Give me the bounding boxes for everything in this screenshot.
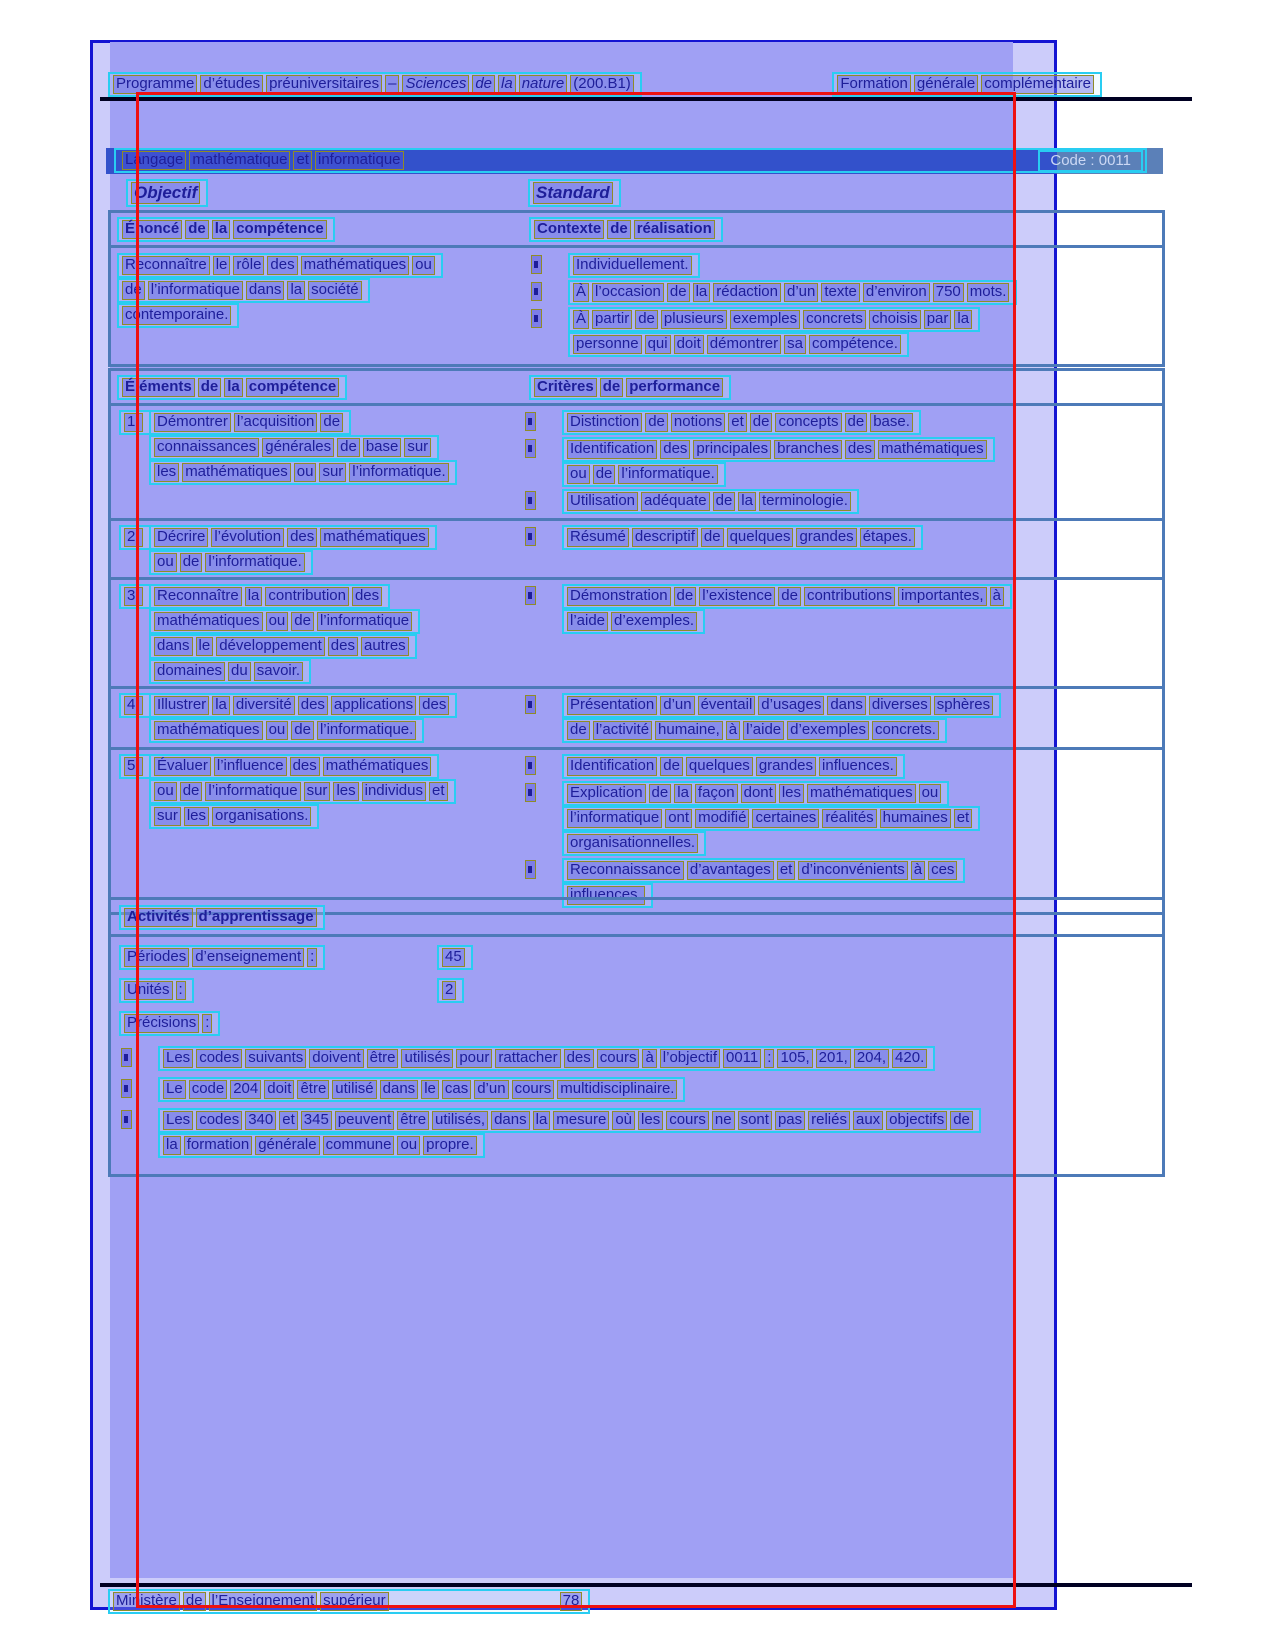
- word-box: utilisés: [401, 1049, 453, 1068]
- word-box: plusieurs: [661, 310, 727, 329]
- word-box: des: [419, 696, 449, 715]
- word-box: réalisation: [634, 220, 715, 239]
- word-box: partir: [592, 310, 632, 329]
- word-box: de: [778, 587, 801, 606]
- word-box: Objectif: [131, 182, 200, 204]
- word-box: l’informatique.: [317, 721, 416, 740]
- word-box: principales: [693, 440, 771, 459]
- word-box: Ministère: [113, 1592, 180, 1611]
- word-box: l’informatique.: [618, 465, 717, 484]
- word-box: commune: [323, 1136, 395, 1155]
- word-box: rattacher: [495, 1049, 560, 1068]
- bullet-icon: [121, 1048, 132, 1067]
- word-box: de: [645, 413, 668, 432]
- word-box: des: [660, 440, 690, 459]
- word-box: diverses: [869, 696, 931, 715]
- word-box: influences.: [567, 886, 645, 905]
- word-box: Formation: [837, 75, 911, 94]
- word-box: de: [567, 721, 590, 740]
- word-box: et: [429, 782, 448, 801]
- word-box: l’Enseignement: [209, 1592, 318, 1611]
- word-box: 750: [933, 283, 964, 302]
- word-box: sur: [319, 463, 346, 482]
- word-box: ou: [412, 256, 435, 275]
- word-box: complémentaire: [981, 75, 1094, 94]
- word-box: être: [297, 1080, 329, 1099]
- word-box: d’exemples.: [611, 612, 697, 631]
- word-box: générale: [914, 75, 978, 94]
- word-box: de: [950, 1111, 973, 1130]
- word-box: ou: [567, 465, 590, 484]
- word-box: informatique: [315, 151, 404, 170]
- word-box: influences.: [819, 757, 897, 776]
- word-box: la: [498, 75, 516, 94]
- word-box: sur: [304, 782, 331, 801]
- word-box: et: [728, 413, 747, 432]
- word-box: domaines: [154, 662, 225, 681]
- word-box: d’usages: [758, 696, 824, 715]
- word-box: préuniversitaires: [266, 75, 382, 94]
- word-box: la: [693, 283, 711, 302]
- word-box: et: [954, 809, 973, 828]
- word-box: générales: [262, 438, 334, 457]
- word-box: doivent: [309, 1049, 363, 1068]
- word-box: Énoncé: [122, 220, 182, 239]
- word-box: nature: [519, 75, 568, 94]
- word-box: Individuellement.: [573, 256, 692, 275]
- word-box: aux: [853, 1111, 883, 1130]
- word-box: l’informatique: [317, 612, 412, 631]
- word-box: certaines: [752, 809, 819, 828]
- word-box: contributions: [804, 587, 895, 606]
- word-box: ou: [154, 553, 177, 572]
- word-box: grandes: [756, 757, 816, 776]
- word-box: base.: [870, 413, 913, 432]
- word-box: des: [352, 587, 382, 606]
- word-box: mathématiques: [323, 757, 432, 776]
- word-box: qui: [645, 335, 671, 354]
- word-box: la: [212, 696, 230, 715]
- word-box: 105,: [777, 1049, 812, 1068]
- word-box: des: [267, 256, 297, 275]
- word-box: à: [642, 1049, 656, 1068]
- word-box: des: [287, 528, 317, 547]
- word-box: l’acquisition: [234, 413, 318, 432]
- word-box: objectifs: [886, 1111, 947, 1130]
- word-box: et: [293, 151, 312, 170]
- word-box: Illustrer: [154, 696, 209, 715]
- word-box: mathématiques: [807, 784, 916, 803]
- word-box: générale: [255, 1136, 319, 1155]
- word-box: d’inconvénients: [798, 861, 907, 880]
- word-box: mathématiques: [182, 463, 291, 482]
- word-box: des: [845, 440, 875, 459]
- word-box: 204: [230, 1080, 261, 1099]
- word-box: dans: [491, 1111, 530, 1130]
- word-box: cours: [597, 1049, 640, 1068]
- word-box: sur: [404, 438, 431, 457]
- word-box: l’activité: [593, 721, 652, 740]
- word-box: Décrire: [154, 528, 208, 547]
- word-box: mesure: [553, 1111, 609, 1130]
- word-box: mathématiques: [320, 528, 429, 547]
- word-box: les: [184, 807, 209, 826]
- word-box: ou: [919, 784, 942, 803]
- word-box: de: [750, 413, 773, 432]
- word-box: Unités: [124, 981, 173, 1000]
- word-box: individus: [362, 782, 426, 801]
- word-box: l’informatique: [148, 281, 243, 300]
- word-box: Identification: [567, 757, 657, 776]
- word-box: l’occasion: [592, 283, 664, 302]
- word-box: Évaluer: [154, 757, 211, 776]
- word-box: adéquate: [641, 492, 710, 511]
- word-box: doit: [264, 1080, 294, 1099]
- word-box: 2: [442, 981, 456, 1000]
- word-box: cas: [442, 1080, 471, 1099]
- word-box: façon: [695, 784, 738, 803]
- word-box: de: [701, 528, 724, 547]
- word-box: concrets: [803, 310, 866, 329]
- word-box: Précisions: [124, 1014, 199, 1033]
- word-box: les: [154, 463, 179, 482]
- word-box: des: [564, 1049, 594, 1068]
- word-box: mathématique: [189, 151, 290, 170]
- word-box: développement: [216, 637, 325, 656]
- word-box: les: [638, 1111, 663, 1130]
- word-box: À: [573, 283, 589, 302]
- word-box: (200.B1): [570, 75, 634, 94]
- word-box: supérieur: [320, 1592, 389, 1611]
- word-box: mots.: [967, 283, 1010, 302]
- word-box: À: [573, 310, 589, 329]
- word-box: concepts: [775, 413, 841, 432]
- word-box: codes: [196, 1049, 242, 1068]
- word-box: codes: [196, 1111, 242, 1130]
- word-box: à: [726, 721, 740, 740]
- word-box: des: [290, 757, 320, 776]
- word-box: :: [202, 1014, 212, 1033]
- word-box: du: [228, 662, 251, 681]
- word-box: autres: [361, 637, 409, 656]
- word-box: Contexte: [534, 220, 604, 239]
- word-box: d’exemples: [787, 721, 869, 740]
- word-box: Critères: [534, 378, 597, 397]
- word-box: mathématiques: [154, 721, 263, 740]
- word-box: d’avantages: [687, 861, 774, 880]
- word-box: sont: [738, 1111, 772, 1130]
- word-box: mathématiques: [154, 612, 263, 631]
- word-box: concrets.: [872, 721, 939, 740]
- word-box: ou: [154, 782, 177, 801]
- word-box: dont: [741, 784, 776, 803]
- word-box: Distinction: [567, 413, 642, 432]
- word-box: éventail: [698, 696, 756, 715]
- word-box: le: [196, 637, 214, 656]
- word-box: à: [990, 587, 1004, 606]
- word-box: humaine,: [655, 721, 723, 740]
- word-box: de: [122, 281, 145, 300]
- word-box: de: [185, 220, 209, 239]
- word-box: de: [183, 1592, 206, 1611]
- word-box: compétence: [246, 378, 340, 397]
- word-box: de: [320, 413, 343, 432]
- word-box: 5.: [124, 757, 143, 776]
- word-box: ou: [397, 1136, 420, 1155]
- word-box: de: [667, 283, 690, 302]
- word-box: la: [224, 378, 243, 397]
- word-box: l’influence: [214, 757, 287, 776]
- word-box: la: [533, 1111, 551, 1130]
- word-box: de: [291, 721, 314, 740]
- word-box: compétence.: [809, 335, 901, 354]
- word-box: choisis: [869, 310, 921, 329]
- word-box: Démontrer: [154, 413, 231, 432]
- word-box: Le: [163, 1080, 186, 1099]
- word-box: être: [397, 1111, 429, 1130]
- word-box: rôle: [233, 256, 264, 275]
- word-box: mathématiques: [878, 440, 987, 459]
- word-box: diversité: [233, 696, 295, 715]
- red-annotation-box: [136, 92, 1016, 1608]
- word-box: performance: [626, 378, 723, 397]
- word-box: sa: [784, 335, 806, 354]
- word-box: importantes,: [898, 587, 987, 606]
- word-box: ou: [266, 721, 289, 740]
- word-box: Sciences: [402, 75, 469, 94]
- word-box: :: [307, 948, 317, 967]
- word-box: –: [385, 75, 399, 94]
- word-box: ou: [266, 612, 289, 631]
- word-box: mathématiques: [301, 256, 410, 275]
- word-box: dans: [246, 281, 285, 300]
- word-box: branches: [774, 440, 842, 459]
- word-box: de: [291, 612, 314, 631]
- word-box: de: [649, 784, 672, 803]
- word-box: propre.: [423, 1136, 477, 1155]
- word-box: Langage: [122, 151, 186, 170]
- word-box: d’apprentissage: [196, 908, 317, 927]
- word-box: l’informatique: [567, 809, 662, 828]
- word-box: utilisés,: [432, 1111, 488, 1130]
- word-box: ne: [712, 1111, 735, 1130]
- word-box: doit: [674, 335, 704, 354]
- word-box: dans: [827, 696, 866, 715]
- word-box: utilisé: [332, 1080, 376, 1099]
- word-box: humaines: [880, 809, 951, 828]
- word-box: Éléments: [122, 378, 195, 397]
- word-box: 340: [245, 1111, 276, 1130]
- word-box: l’objectif: [660, 1049, 720, 1068]
- word-box: Identification: [567, 440, 657, 459]
- word-box: d’enseignement: [192, 948, 304, 967]
- word-box: Reconnaissance: [567, 861, 684, 880]
- word-box: de: [660, 757, 683, 776]
- word-box: dans: [154, 637, 193, 656]
- word-box: d’un: [660, 696, 694, 715]
- word-box: être: [367, 1049, 399, 1068]
- word-box: de: [472, 75, 495, 94]
- word-box: grandes: [796, 528, 856, 547]
- word-box: quelques: [727, 528, 794, 547]
- word-box: la: [287, 281, 305, 300]
- word-box: ont: [665, 809, 692, 828]
- word-box: suivants: [245, 1049, 306, 1068]
- word-box: la: [245, 587, 263, 606]
- word-box: sur: [154, 807, 181, 826]
- word-box: de: [337, 438, 360, 457]
- word-box: descriptif: [632, 528, 698, 547]
- word-box: de: [198, 378, 222, 397]
- word-box: cours: [512, 1080, 555, 1099]
- objective-code: Code : 0011: [1038, 150, 1143, 172]
- word-box: l’informatique.: [349, 463, 448, 482]
- word-box: l’aide: [743, 721, 784, 740]
- word-box: applications: [331, 696, 416, 715]
- word-box: société: [308, 281, 362, 300]
- word-box: sphères: [934, 696, 993, 715]
- word-box: la: [738, 492, 756, 511]
- word-box: 1.: [124, 413, 143, 432]
- bullet-icon: [121, 1110, 132, 1129]
- word-box: de: [845, 413, 868, 432]
- word-box: de: [607, 220, 631, 239]
- word-box: la: [954, 310, 972, 329]
- word-box: quelques: [686, 757, 753, 776]
- word-box: Les: [163, 1111, 193, 1130]
- word-box: à: [911, 861, 925, 880]
- word-box: peuvent: [335, 1111, 394, 1130]
- word-box: le: [213, 256, 231, 275]
- word-box: d’études: [200, 75, 263, 94]
- word-box: 201,: [816, 1049, 851, 1068]
- word-box: la: [163, 1136, 181, 1155]
- word-box: rédaction: [713, 283, 781, 302]
- word-box: l’évolution: [211, 528, 284, 547]
- word-box: savoir.: [254, 662, 303, 681]
- word-box: étapes.: [860, 528, 915, 547]
- word-box: de: [674, 587, 697, 606]
- word-box: exemples: [730, 310, 800, 329]
- word-box: Résumé: [567, 528, 629, 547]
- word-box: Démonstration: [567, 587, 671, 606]
- word-box: par: [924, 310, 952, 329]
- word-box: compétence: [233, 220, 327, 239]
- word-box: contemporaine.: [122, 306, 231, 325]
- word-box: et: [777, 861, 796, 880]
- word-box: :: [176, 981, 186, 1000]
- word-box: :: [764, 1049, 774, 1068]
- word-box: Explication: [567, 784, 646, 803]
- word-box: organisations.: [212, 807, 311, 826]
- word-box: cours: [666, 1111, 709, 1130]
- word-box: modifié: [695, 809, 749, 828]
- word-box: des: [328, 637, 358, 656]
- word-box: la: [212, 220, 231, 239]
- word-box: de: [180, 782, 203, 801]
- word-box: 3.: [124, 587, 143, 606]
- word-box: des: [298, 696, 328, 715]
- word-box: Présentation: [567, 696, 657, 715]
- header-left-post: [570, 75, 637, 92]
- word-box: contribution: [265, 587, 349, 606]
- word-box: Les: [163, 1049, 193, 1068]
- word-box: connaissances: [154, 438, 259, 457]
- word-box: d’un: [474, 1080, 508, 1099]
- word-box: Périodes: [124, 948, 189, 967]
- bullet-icon: [121, 1079, 132, 1098]
- word-box: les: [779, 784, 804, 803]
- word-box: d’environ: [863, 283, 930, 302]
- word-box: la: [674, 784, 692, 803]
- word-box: 45: [442, 948, 465, 967]
- word-box: Utilisation: [567, 492, 638, 511]
- word-box: ou: [294, 463, 317, 482]
- word-box: personne: [573, 335, 642, 354]
- word-box: d’un: [784, 283, 818, 302]
- header-left-pre: [113, 75, 402, 92]
- word-box: terminologie.: [759, 492, 851, 511]
- word-box: dans: [380, 1080, 419, 1099]
- word-box: reliés: [808, 1111, 850, 1130]
- word-box: Reconnaître: [154, 587, 242, 606]
- word-box: formation: [184, 1136, 253, 1155]
- word-box: démontrer: [707, 335, 781, 354]
- word-box: Activités: [124, 908, 193, 927]
- word-box: le: [421, 1080, 439, 1099]
- word-box: les: [333, 782, 358, 801]
- word-box: Programme: [113, 75, 197, 94]
- word-box: pour: [456, 1049, 492, 1068]
- word-box: 204,: [854, 1049, 889, 1068]
- word-box: de: [593, 465, 616, 484]
- word-box: multidisciplinaire.: [557, 1080, 677, 1099]
- word-box: Standard: [533, 182, 613, 204]
- word-box: organisationnelles.: [567, 834, 698, 853]
- word-box: l’existence: [699, 587, 775, 606]
- word-box: de: [713, 492, 736, 511]
- header-left-italic: [402, 75, 570, 92]
- word-box: texte: [821, 283, 860, 302]
- word-box: où: [612, 1111, 635, 1130]
- word-box: pas: [775, 1111, 805, 1130]
- word-box: 345: [301, 1111, 332, 1130]
- word-box: l’informatique: [205, 782, 300, 801]
- word-box: 78: [560, 1592, 583, 1611]
- word-box: 4.: [124, 696, 143, 715]
- word-box: base: [363, 438, 402, 457]
- word-box: réalités: [822, 809, 876, 828]
- word-box: 2.: [124, 528, 143, 547]
- word-box: notions: [671, 413, 725, 432]
- word-box: de: [180, 553, 203, 572]
- word-box: code: [189, 1080, 228, 1099]
- word-box: de: [635, 310, 658, 329]
- word-box: Reconnaître: [122, 256, 210, 275]
- word-box: de: [600, 378, 624, 397]
- word-box: ces: [928, 861, 957, 880]
- word-box: et: [279, 1111, 298, 1130]
- word-box: 420.: [892, 1049, 927, 1068]
- word-box: 0011: [723, 1049, 761, 1068]
- word-box: l’informatique.: [205, 553, 304, 572]
- word-box: l’aide: [567, 612, 608, 631]
